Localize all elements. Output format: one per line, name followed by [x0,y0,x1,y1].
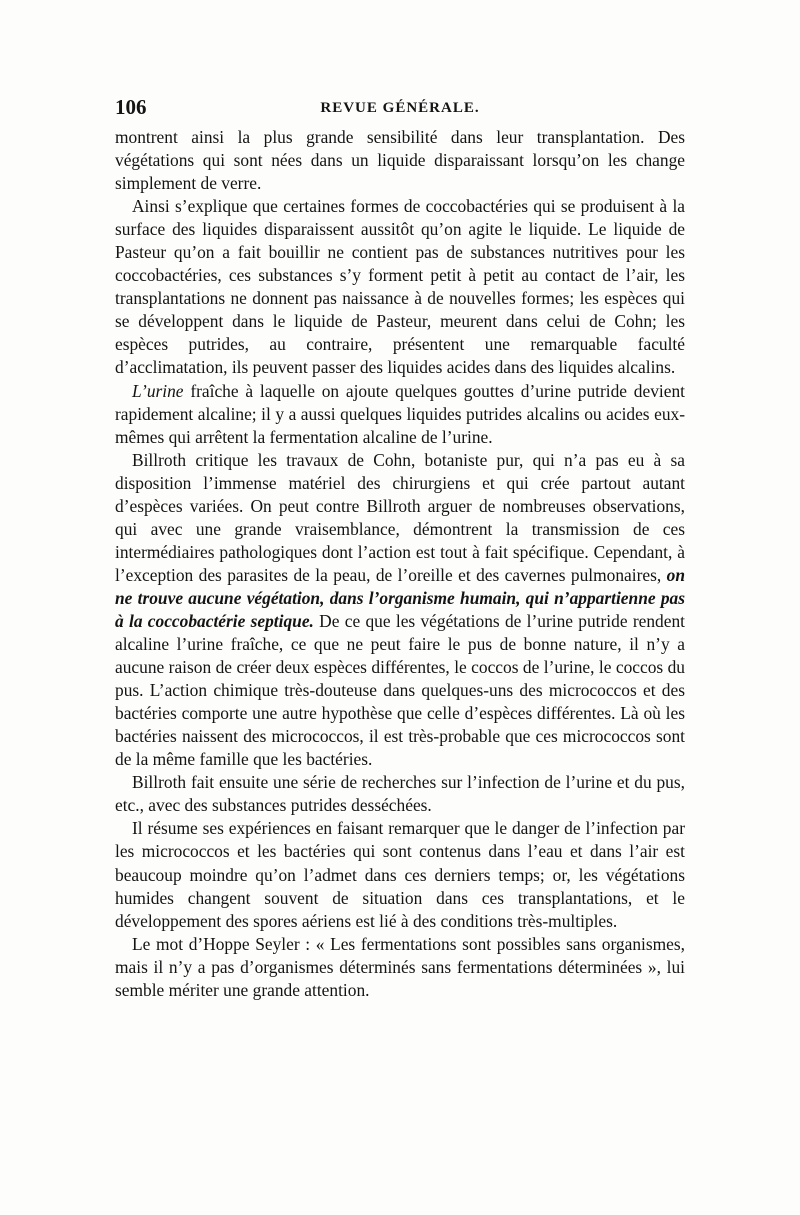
book-page [115,95,685,1002]
text-segment: montrent ainsi la plus grande sensibilité dans leur transplantation. Des végétations qui sont nées dans un liquide disparaissant lorsqu’on les change simplement de verre. [115,127,685,194]
paragraph [115,195,685,379]
paragraph [115,933,685,1002]
paragraph [115,771,685,817]
page-header [115,95,685,123]
paragraph [115,380,685,449]
emphasis-text: on ne trouve aucune végétation, dans l’organisme humain, qui n’appartienne pas à la coccobactérie septique. [115,564,685,631]
text-segment: fraîche à laquelle on ajoute quelques gouttes d’urine putride devient rapidement alcaline; il y a aussi quelques liquides putrides alcalins ou acides eux-mêmes qui arrêtent la fermentation alcaline de l’urine. [115,380,685,447]
paragraph [115,126,685,195]
text-segment: Il résume ses expériences en faisant remarquer que le danger de l’infection par les micrococcos et les bactéries qui sont contenus dans l’eau et dans l’air est beaucoup moindre qu’on l’admet dans ces derniers temps; or, les végétations humides changent souvent de situation dans ces transplantations, et le développement des spores aériens est lié à des conditions très-multiples. [115,818,685,931]
text-segment: Billroth fait ensuite une série de recherches sur l’infection de l’urine et du pus, etc., avec des substances putrides desséchées. [115,772,685,816]
text-segment: De ce que les végétations de l’urine putride rendent alcaline l’urine fraîche, ce que ne peut faire le pus de bonne nature, il n’y a aucune raison de créer deux espèces différentes, le coccos de l’urine, le coccos du pus. L’action chimique très-douteuse dans quelques-uns des micrococcos et des bactéries comporte une autre hypothèse que celle d’espèces différentes. Là où les bactéries naissent des micrococcos, il est très-probable que ces micrococcos sont de la même famille que les bactéries. [115,610,685,770]
page-number: 106 [115,95,147,119]
paragraph [115,449,685,772]
running-head: REVUE GÉNÉRALE. [320,100,480,116]
text-segment: Ainsi s’explique que certaines formes de coccobactéries qui se produisent à la surface des liquides disparaissent aussitôt qu’on agite le liquide. Le liquide de Pasteur qu’on a fait bouillir ne contient pas de substances nutritives pour les coccobactéries, ces substances s’y forment petit à petit au contact de l’air, les transplantations ne donnent pas naissance à de nouvelles formes; les espèces qui se développent dans le liquide de Pasteur, meurent dans celui de Cohn; les espèces putrides, au contraire, présentent une remarquable faculté d’acclimatation, ils peuvent passer des liquides acides dans des liquides alcalins. [115,196,685,378]
italic-text: L’urine [132,380,184,401]
paragraph [115,817,685,932]
body-text [115,126,685,1002]
text-segment: Billroth critique les travaux de Cohn, botaniste pur, qui n’a pas eu à sa disposition l’immense matériel des chirurgiens et qui crée partout autant d’espèces variées. On peut contre Billroth arguer de nombreuses observations, qui avec une grande vraisemblance, démontrent la transmission de ces intermédiaires pathologiques dont l’action est tout à fait spécifique. Cependant, à l’exception des parasites de la peau, de l’oreille et des cavernes pulmonaires, [115,449,685,585]
text-segment: Le mot d’Hoppe Seyler : « Les fermentations sont possibles sans organismes, mais il n’y a pas d’organismes déterminés sans fermentations déterminées », lui semble mériter une grande attention. [115,933,685,1000]
